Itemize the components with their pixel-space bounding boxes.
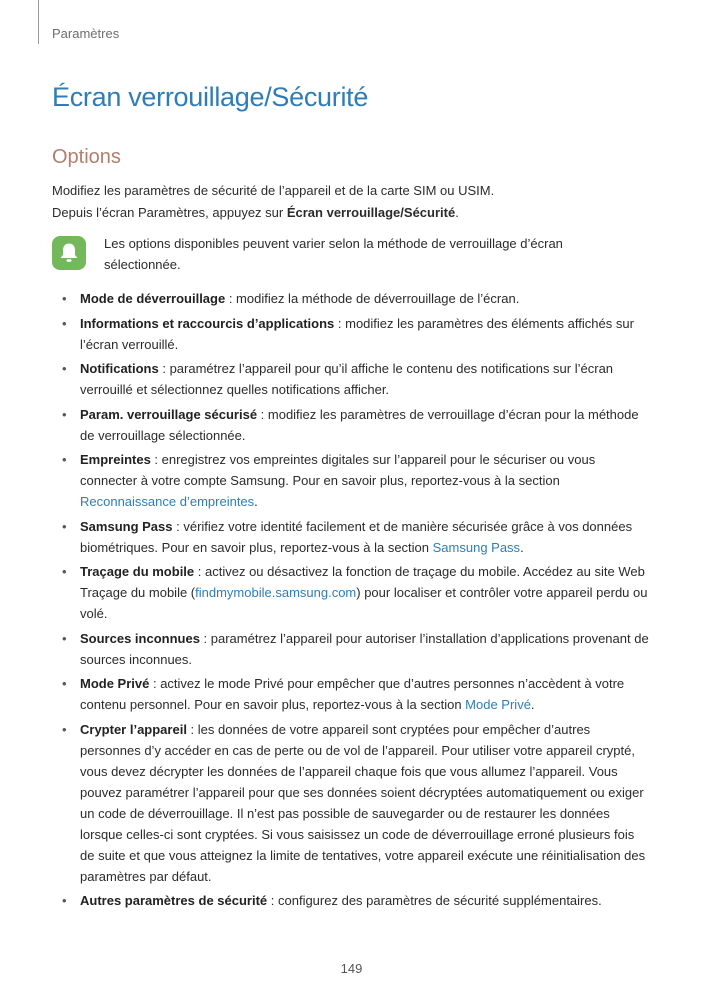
- running-header: Paramètres: [52, 26, 120, 41]
- option-description: : les données de votre appareil sont cryptées pour empêcher d’autres personnes d’y accéder en cas de perte ou de vol de l’appareil. Pour utiliser votre appareil crypté, vous devez décrypter les données de l’appareil chaque fois que vous allumez l’appareil. Vous pouvez paramétrer l’appareil pour que ses données soient décryptées automatiquement ou exiger un code de déverrouillage. Il n’est pas possible de sauvegarder ou de restaurer les données lorsque celles-ci sont cryptées. Si vous saisissez un code de déverrouillage erroné plusieurs fois de suite et que vous atteignez la limite de tentatives, votre appareil exécute une réinitialisation des paramètres par défaut.: [80, 721, 646, 884]
- bullet-icon: •: [62, 315, 67, 331]
- option-description: : enregistrez vos empreintes digitales sur l’appareil pour le sécuriser ou vous connecter à votre compte Samsung. Pour en savoir plus, reportez-vous à la section: [80, 452, 596, 488]
- option-link[interactable]: Mode Privé: [465, 697, 531, 712]
- intro-line-2: [52, 202, 652, 224]
- page-title: Écran verrouillage/Sécurité: [52, 82, 369, 112]
- option-description: : modifiez les paramètres de verrouillage d’écran pour la méthode de verrouillage sélectionnée.: [80, 406, 639, 443]
- option-item: [62, 449, 652, 512]
- option-term: Mode Privé: [80, 676, 150, 691]
- intro-line-1: Modifiez les paramètres de sécurité de l’appareil et de la carte SIM ou USIM.: [52, 183, 495, 198]
- option-item: [62, 719, 652, 887]
- option-description-end: ) pour localiser et contrôler votre appareil perdu ou volé.: [80, 585, 648, 621]
- intro-line-2-path: Écran verrouillage/Sécurité: [286, 205, 456, 220]
- bullet-icon: •: [62, 406, 67, 422]
- option-term: Autres paramètres de sécurité: [80, 893, 268, 908]
- option-description-end: .: [520, 539, 524, 555]
- bullet-icon: •: [62, 452, 67, 467]
- bullet-icon: •: [62, 721, 67, 737]
- option-term: Sources inconnues: [80, 630, 200, 646]
- option-term: Crypter l’appareil: [80, 721, 187, 737]
- header-rule: [38, 0, 39, 44]
- option-item: [62, 628, 652, 670]
- option-item: [62, 561, 652, 624]
- option-term: Mode de déverrouillage: [80, 291, 226, 306]
- bullet-icon: •: [62, 291, 67, 306]
- option-description: : paramétrez l’appareil pour qu’il affiche le contenu des notifications sur l’écran verrouillé et sélectionnez quelles notifications afficher.: [80, 361, 614, 397]
- option-description: : paramétrez l’appareil pour autoriser l’installation d’applications provenant de sources inconnues.: [80, 630, 649, 667]
- option-item: [62, 890, 652, 911]
- option-description: : modifiez la méthode de déverrouillage de l’écran.: [225, 291, 520, 306]
- option-term: Samsung Pass: [80, 518, 173, 534]
- page-number: 149: [340, 961, 363, 976]
- option-description-end: .: [254, 494, 258, 509]
- intro-line-2-pre: Depuis l’écran Paramètres, appuyez sur: [52, 205, 287, 220]
- option-description: : activez ou désactivez la fonction de traçage du mobile. Accédez au site Web Traçage du mobile (: [80, 564, 645, 600]
- intro-text: [52, 180, 652, 224]
- option-term: Notifications: [80, 361, 159, 376]
- option-item: [62, 358, 652, 400]
- option-term: Empreintes: [80, 452, 151, 467]
- option-term: Param. verrouillage sécurisé: [80, 406, 258, 422]
- bullet-icon: •: [62, 676, 67, 691]
- option-description: : vérifiez votre identité facilement et de manière sécurisée grâce à vos données biométriques. Pour en savoir plus, reportez-vous à la section: [80, 518, 633, 555]
- option-term: Traçage du mobile: [80, 564, 195, 579]
- bullet-icon: •: [62, 893, 67, 908]
- section-title: Options: [52, 146, 121, 168]
- bullet-icon: •: [62, 518, 67, 534]
- option-link[interactable]: findmymobile.samsung.com: [195, 585, 357, 600]
- note-text: Les options disponibles peuvent varier selon la méthode de verrouillage d’écran sélectionnée.: [104, 236, 563, 272]
- option-item: [62, 516, 652, 558]
- bullet-icon: •: [62, 630, 67, 646]
- option-item: [62, 288, 652, 309]
- bullet-icon: •: [62, 564, 67, 579]
- option-term: Informations et raccourcis d’applications: [80, 315, 335, 331]
- option-link[interactable]: Samsung Pass: [432, 539, 521, 555]
- option-item: [62, 404, 652, 446]
- intro-line-2-post: .: [455, 205, 459, 220]
- option-description: : modifiez les paramètres des éléments affichés sur l’écran verrouillé.: [80, 315, 634, 352]
- option-item: [62, 313, 652, 355]
- bullet-icon: •: [62, 361, 67, 376]
- option-item: [62, 673, 652, 715]
- bell-icon: [52, 236, 86, 270]
- option-description-end: .: [530, 697, 535, 712]
- options-list: [62, 288, 652, 915]
- option-link[interactable]: Reconnaissance d’empreintes: [80, 494, 255, 509]
- option-description: : activez le mode Privé pour empêcher que d’autres personnes n’accèdent à votre contenu personnel. Pour en savoir plus, reportez-vous à la section: [80, 676, 625, 712]
- option-description: : configurez des paramètres de sécurité supplémentaires.: [267, 893, 602, 908]
